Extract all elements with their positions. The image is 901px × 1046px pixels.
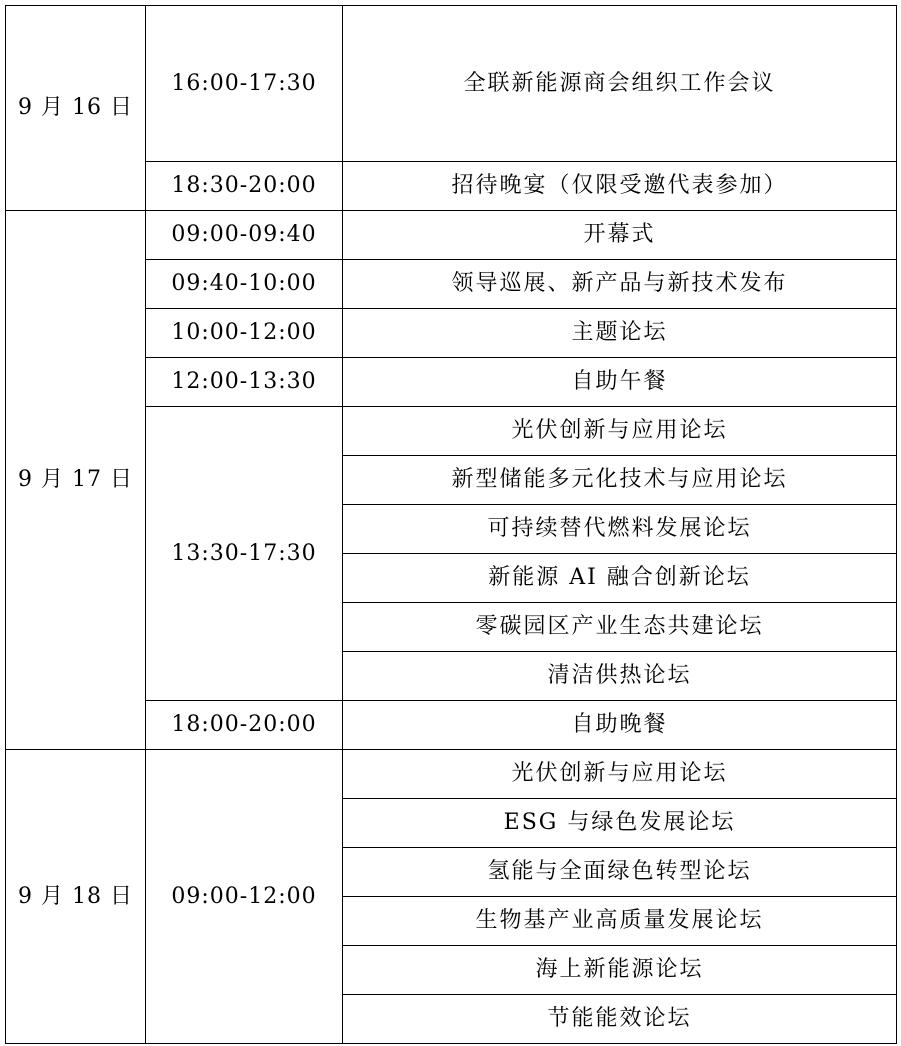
time-cell: 16:00-17:30 bbox=[146, 6, 343, 162]
event-cell: 生物基产业高质量发展论坛 bbox=[343, 897, 897, 946]
event-cell: 清洁供热论坛 bbox=[343, 652, 897, 701]
event-cell: 氢能与全面绿色转型论坛 bbox=[343, 848, 897, 897]
event-cell: 光伏创新与应用论坛 bbox=[343, 407, 897, 456]
agenda-table bbox=[5, 5, 897, 1044]
table-row bbox=[6, 750, 897, 799]
time-cell: 09:40-10:00 bbox=[146, 260, 343, 309]
event-cell: 招待晚宴（仅限受邀代表参加） bbox=[343, 162, 897, 211]
event-cell: ESG 与绿色发展论坛 bbox=[343, 799, 897, 848]
time-cell: 09:00-12:00 bbox=[146, 750, 343, 1044]
event-cell: 节能能效论坛 bbox=[343, 995, 897, 1044]
time-cell: 18:00-20:00 bbox=[146, 701, 343, 750]
event-cell: 自助午餐 bbox=[343, 358, 897, 407]
event-cell: 零碳园区产业生态共建论坛 bbox=[343, 603, 897, 652]
event-cell: 可持续替代燃料发展论坛 bbox=[343, 505, 897, 554]
table-row bbox=[6, 6, 897, 162]
time-cell: 13:30-17:30 bbox=[146, 407, 343, 701]
event-cell: 领导巡展、新产品与新技术发布 bbox=[343, 260, 897, 309]
event-cell: 海上新能源论坛 bbox=[343, 946, 897, 995]
event-cell: 主题论坛 bbox=[343, 309, 897, 358]
event-cell: 光伏创新与应用论坛 bbox=[343, 750, 897, 799]
time-cell: 09:00-09:40 bbox=[146, 211, 343, 260]
event-cell: 自助晚餐 bbox=[343, 701, 897, 750]
date-cell: 9 月 16 日 bbox=[6, 6, 146, 211]
event-cell: 全联新能源商会组织工作会议 bbox=[343, 6, 897, 162]
time-cell: 12:00-13:30 bbox=[146, 358, 343, 407]
time-cell: 18:30-20:00 bbox=[146, 162, 343, 211]
date-cell: 9 月 18 日 bbox=[6, 750, 146, 1044]
event-cell: 新型储能多元化技术与应用论坛 bbox=[343, 456, 897, 505]
time-cell: 10:00-12:00 bbox=[146, 309, 343, 358]
table-row bbox=[6, 211, 897, 260]
date-cell: 9 月 17 日 bbox=[6, 211, 146, 750]
event-cell: 新能源 AI 融合创新论坛 bbox=[343, 554, 897, 603]
event-cell: 开幕式 bbox=[343, 211, 897, 260]
